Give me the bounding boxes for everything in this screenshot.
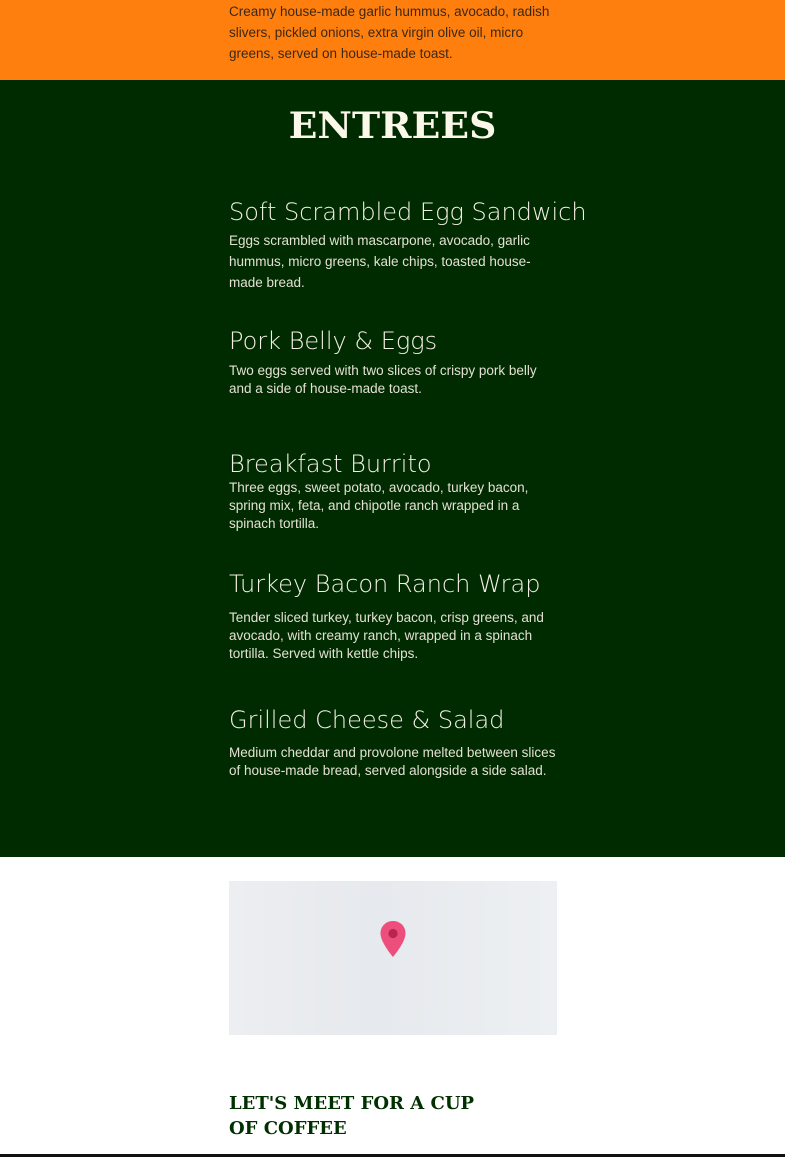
entrees-section — [0, 80, 785, 857]
item-description: Tender sliced turkey, turkey bacon, crisp greens, and avocado, with creamy ranch, wrapped in a spinach tortilla. Served with kettle chips. — [229, 610, 544, 661]
item-name: Soft Scrambled Egg Sandwich — [229, 198, 587, 226]
map-pin-icon[interactable] — [379, 920, 407, 958]
item-name: Pork Belly & Eggs — [229, 327, 438, 355]
item-name: Grilled Cheese & Salad — [229, 706, 505, 734]
item-name: Breakfast Burrito — [229, 450, 432, 478]
section-heading: ENTREES — [288, 105, 497, 147]
meet-heading: LET'S MEET FOR A CUP OF COFFEE — [229, 1093, 475, 1139]
item-description: Creamy house-made garlic hummus, avocado, radish slivers, pickled onions, extra virgin olive oil, micro greens, served on house-made toast. — [229, 4, 550, 61]
item-description: Medium cheddar and provolone melted between slices of house-made bread, served alongside a side salad. — [229, 745, 556, 778]
item-name: Turkey Bacon Ranch Wrap — [229, 570, 541, 598]
location-section — [0, 857, 785, 1157]
menu-item-breakfast-burrito — [229, 449, 559, 533]
menu-item-turkey-bacon-ranch-wrap — [229, 569, 559, 663]
map[interactable] — [229, 881, 557, 1035]
previous-menu-section — [0, 0, 785, 80]
item-description: Two eggs served with two slices of crispy pork belly and a side of house-made toast. — [229, 363, 537, 396]
item-description: Eggs scrambled with mascarpone, avocado, garlic hummus, micro greens, kale chips, toasted house-made bread. — [229, 233, 531, 290]
item-description: Three eggs, sweet potato, avocado, turkey bacon, spring mix, feta, and chipotle ranch wrapped in a spinach tortilla. — [229, 480, 529, 531]
menu-item-soft-scrambled-egg-sandwich — [229, 197, 587, 293]
menu-item-grilled-cheese-salad — [229, 705, 559, 780]
menu-item-pork-belly-eggs — [229, 326, 559, 398]
